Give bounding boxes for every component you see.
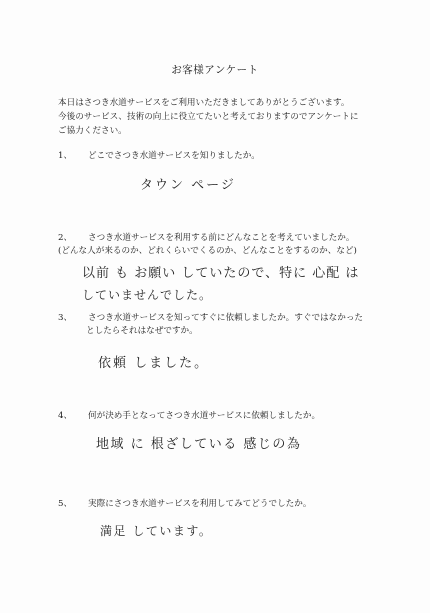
question-2 xyxy=(58,232,357,258)
question-text: 何が決め手となってさつき水道サービスに依頼しましたか。 xyxy=(88,411,321,421)
question-number: 1、 xyxy=(58,151,73,161)
question-number: 2、 xyxy=(58,233,73,243)
handwritten-answer-5: 満足 しています。 xyxy=(100,524,213,538)
question-number: 4、 xyxy=(58,411,73,421)
question-text: 実際にさつき水道サービスを利用してみてどうでしたか。 xyxy=(88,499,312,509)
question-subtext: (どんな人が来るのか、どれくらいでくるのか、どんなことをするのか、など) xyxy=(58,246,357,256)
handwritten-answer-2-line-2: していませんでした。 xyxy=(82,288,213,302)
question-text: さつき水道サービスを知ってすぐに依頼しましたか。すぐではなかった xyxy=(88,313,364,323)
question-5 xyxy=(58,498,311,511)
intro-line: 本日はさつき水道サービスをご利用いただきましてありがとうございます。 xyxy=(58,98,350,108)
question-text: さつき水道サービスを利用する前にどんなことを考えていましたか。 xyxy=(88,233,355,243)
intro-line: 今後のサービス、技術の向上に役立てたいと考えておりますのでアンケートに xyxy=(58,112,359,122)
question-number: 5、 xyxy=(58,499,73,509)
question-number: 3、 xyxy=(58,313,73,323)
page-title: お客様アンケート xyxy=(171,64,259,76)
question-subtext: としたらそれはなぜですか。 xyxy=(86,326,198,336)
question-1 xyxy=(58,150,260,163)
question-text: どこでさつき水道サービスを知りましたか。 xyxy=(88,151,260,161)
handwritten-answer-4: 地域 に 根ざしている 感じの為 xyxy=(96,437,302,452)
handwritten-answer-1: タウン ページ xyxy=(140,178,236,193)
question-4 xyxy=(58,410,320,423)
question-3 xyxy=(58,312,363,338)
handwritten-answer-2-line-1: 以前 も お願い していたので、特に 心配 は xyxy=(82,266,360,281)
intro-line: ご協力ください。 xyxy=(58,126,127,136)
intro-text xyxy=(58,96,408,138)
handwritten-answer-3: 依頼 しました。 xyxy=(98,356,210,371)
